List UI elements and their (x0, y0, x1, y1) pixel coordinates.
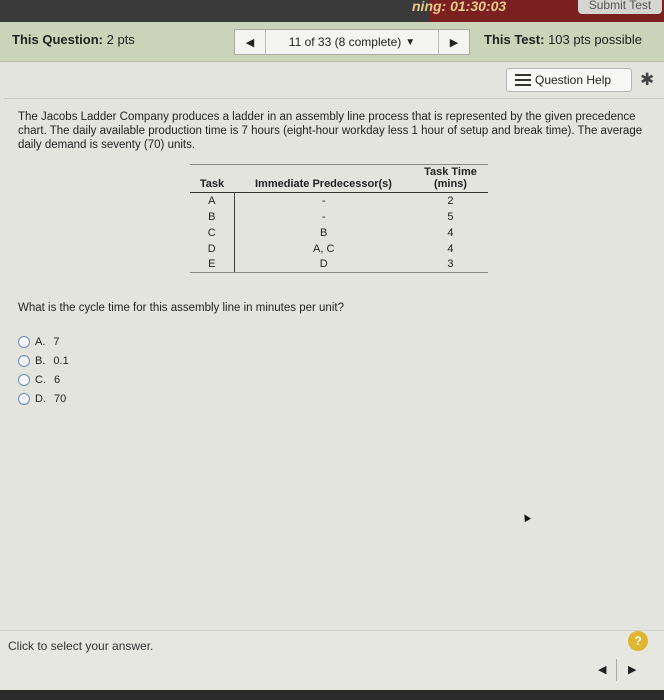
predecessor-cell: D (234, 257, 413, 273)
question-position: 11 of 33 (8 complete) (288, 35, 402, 49)
table-row (190, 209, 488, 225)
question-selector-dropdown[interactable] (265, 30, 439, 54)
column-header-task: Task (190, 165, 234, 193)
chevron-down-icon: ▼ (405, 36, 416, 48)
question-navigator (234, 29, 470, 55)
radio-button[interactable] (18, 336, 30, 348)
answer-option-a[interactable] (18, 332, 69, 351)
time-cell: 4 (447, 242, 454, 255)
problem-statement: The Jacobs Ladder Company produces a ladder in an assembly line process that is represented by the given precedence chart. The daily available production time is 7 hours (eight-hour workday less 1 hour of setup and break time). The average daily demand is seventy (70) units. (18, 111, 643, 151)
footer-hint: Click to select your answer. (8, 639, 154, 653)
answer-option-c[interactable] (18, 370, 69, 389)
top-strip-left (0, 0, 430, 22)
question-help-button[interactable] (506, 68, 632, 92)
predecessor-cell: A, C (313, 242, 335, 255)
table-row (190, 225, 488, 241)
predecessor-cell: - (321, 194, 326, 207)
previous-question-arrow-icon[interactable]: ◀ (245, 36, 255, 49)
task-cell: A (190, 193, 234, 209)
bottom-edge (0, 690, 664, 700)
option-letter: C. (35, 373, 46, 386)
table-header-row (190, 165, 488, 193)
radio-button[interactable] (18, 355, 30, 367)
task-cell: C (190, 225, 234, 241)
this-test-points: 103 pts possible (548, 32, 643, 47)
option-value: 70 (54, 392, 67, 405)
this-question-points: 2 pts (106, 32, 135, 47)
radio-button[interactable] (18, 393, 30, 405)
predecessor-cell: B (320, 226, 328, 239)
option-value: 7 (53, 335, 60, 348)
precedence-table (190, 164, 488, 273)
task-cell: B (190, 209, 234, 225)
time-cell: 4 (447, 226, 454, 239)
option-letter: A. (35, 335, 46, 348)
question-help-label: Question Help (535, 73, 612, 87)
gear-icon[interactable]: ✱ (640, 70, 655, 89)
option-value: 0.1 (53, 354, 69, 367)
predecessor-cell: - (321, 210, 326, 223)
list-icon (515, 74, 531, 86)
radio-button[interactable] (18, 374, 30, 386)
table-row (190, 241, 488, 257)
time-cell: 5 (447, 210, 454, 223)
option-letter: D. (35, 392, 46, 405)
column-header-predecessor: Immediate Predecessor(s) (234, 165, 413, 193)
task-cell: D (190, 241, 234, 257)
next-question-arrow-icon[interactable]: ▶ (449, 36, 459, 49)
divider (4, 98, 664, 99)
option-value: 6 (54, 373, 61, 386)
time-cell: 2 (447, 194, 454, 207)
help-icon[interactable]: ? (628, 631, 648, 651)
time-remaining: ning: 01:30:03 (412, 0, 507, 14)
top-status-strip (0, 0, 664, 22)
table-row (190, 257, 488, 273)
table-row (190, 193, 488, 209)
answer-options (18, 332, 69, 408)
time-cell: 3 (413, 257, 488, 273)
answer-option-b[interactable] (18, 351, 69, 370)
question-header (0, 22, 664, 62)
task-cell: E (190, 257, 234, 273)
submit-test-button[interactable]: Submit Test (578, 0, 662, 14)
option-letter: B. (35, 354, 46, 367)
answer-option-d[interactable] (18, 389, 69, 408)
this-test-label: This Test: 103 pts possible (484, 32, 643, 47)
footer-previous-arrow-icon[interactable]: ◀ (598, 664, 607, 676)
this-question-label: This Question: 2 pts (12, 32, 135, 47)
column-header-task-time: Task Time (mins) (413, 165, 488, 193)
question-content (0, 62, 664, 700)
footer-next-arrow-icon[interactable]: ▶ (628, 664, 637, 676)
footer-arrow-divider (616, 659, 617, 681)
question-prompt: What is the cycle time for this assembly line in minutes per unit? (18, 302, 344, 314)
mouse-cursor-icon: ▲ (517, 507, 535, 527)
